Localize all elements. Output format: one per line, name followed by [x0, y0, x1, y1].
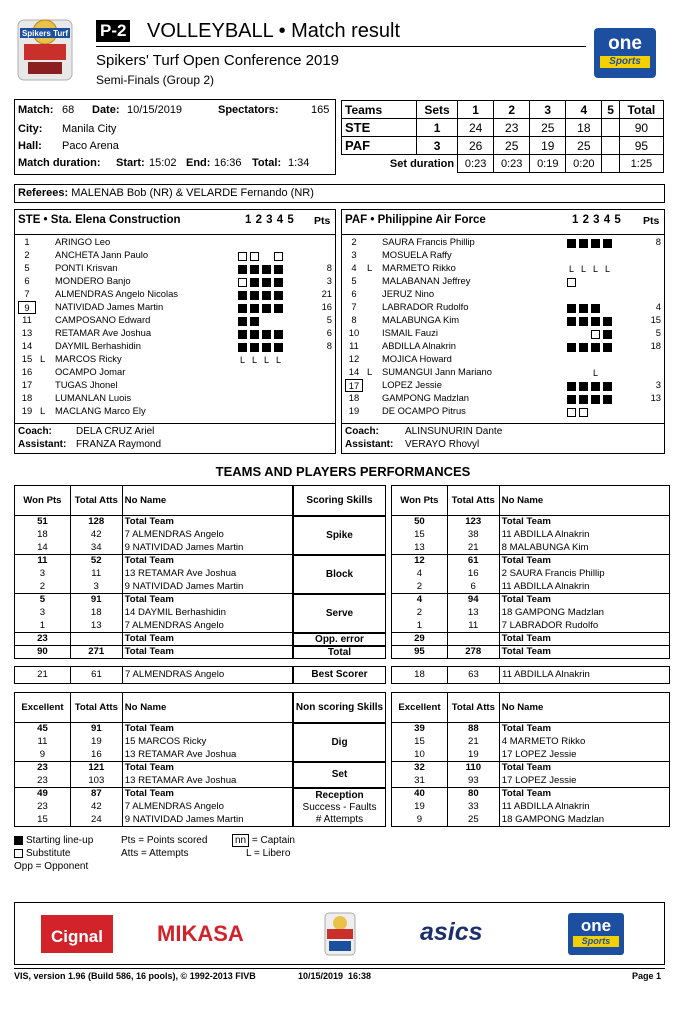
set-duration-row: Set duration 0:23 0:23 0:19 0:20 1:25 [342, 155, 664, 173]
player-number: 14 [348, 366, 360, 377]
competition-logo [14, 14, 76, 86]
player-sets [567, 302, 603, 313]
score-row-ste: STE 1 24 23 25 18 90 [342, 119, 664, 137]
roster-row [345, 405, 661, 418]
broadcaster-logo: one Sports [594, 28, 656, 78]
player-number: 3 [351, 249, 357, 260]
skill-opp-error: Opp. error [293, 633, 386, 646]
captain-number: 17 [345, 379, 363, 392]
footer-version: VIS, version 1.96 (Build 586, 16 pools), © 1992-2013 FIVB [14, 971, 256, 981]
starter-set-marker [238, 265, 247, 274]
roster-row [345, 379, 661, 392]
player-number: 15 [21, 353, 33, 364]
player-sets [238, 328, 286, 339]
roster-row [18, 249, 332, 262]
player-points: 3 [326, 275, 332, 286]
player-points: 15 [650, 314, 661, 325]
perf-row: 95 278 Total Team [392, 646, 670, 659]
player-number: 18 [348, 392, 360, 403]
player-points: 8 [326, 340, 332, 351]
starter-set-marker [274, 330, 283, 339]
starter-set-marker [579, 304, 588, 313]
starter-set-marker [591, 395, 600, 404]
perf-row: 50 123 Total Team [392, 516, 670, 529]
perf-row: 13 21 8 MALABUNGA Kim [392, 542, 670, 555]
perf-row: 2 3 9 NATIVIDAD James Martin [15, 581, 293, 594]
player-name: MOJICA Howard [382, 353, 452, 364]
starter-set-marker [591, 317, 600, 326]
starter-set-marker [567, 317, 576, 326]
roster-row [18, 392, 332, 405]
player-number: 14 [21, 340, 33, 351]
player-sets [567, 328, 615, 339]
player-name: NATIVIDAD James Martin [55, 301, 164, 312]
starter-set-marker [274, 304, 283, 313]
libero-set-marker: L [580, 264, 586, 275]
roster-row [345, 327, 661, 340]
player-name: GAMPONG Madzlan [382, 392, 470, 403]
perf-row: 12 61 Total Team [392, 555, 670, 568]
starter-set-marker [579, 382, 588, 391]
starter-set-marker [274, 343, 283, 352]
libero-marker: L [367, 262, 373, 273]
starter-set-marker [591, 382, 600, 391]
player-number: 2 [24, 249, 30, 260]
captain-icon: nn [232, 834, 249, 847]
roster-row [345, 366, 661, 379]
player-sets [238, 250, 286, 261]
player-number: 4 [351, 262, 357, 273]
substitute-set-marker [567, 278, 576, 287]
perf-row: 3 18 14 DAYMIL Berhashidin [15, 607, 293, 620]
starter-set-marker [579, 239, 588, 248]
player-number: 19 [348, 405, 360, 416]
player-name: LABRADOR Rudolfo [382, 301, 469, 312]
captain-number: 9 [18, 301, 36, 314]
empty-set-marker [579, 330, 588, 339]
starter-set-marker [238, 343, 247, 352]
player-name: LOPEZ Jessie [382, 379, 442, 390]
player-name: LUMANLAN Luois [55, 392, 132, 403]
player-points: 4 [655, 301, 661, 312]
substitute-set-marker [579, 408, 588, 417]
starter-set-marker [262, 330, 271, 339]
starter-set-marker [250, 304, 259, 313]
player-sets [238, 263, 286, 274]
player-name: MONDERO Banjo [55, 275, 131, 286]
best-scorer-paf: 18 63 11 ABDILLA Alnakrin [391, 666, 670, 684]
starter-set-marker [567, 304, 576, 313]
player-name: DAYMIL Berhashidin [55, 340, 141, 351]
player-points: 8 [326, 262, 332, 273]
libero-set-marker: L [275, 355, 281, 366]
starter-set-marker [567, 395, 576, 404]
player-number: 6 [351, 288, 357, 299]
player-name: TUGAS Jhonel [55, 379, 118, 390]
performances-title: TEAMS AND PLAYERS PERFORMANCES [215, 464, 471, 479]
perf-row: 23 103 13 RETAMAR Ave Joshua [15, 775, 293, 788]
team-a-title: STE • Sta. Elena Construction [18, 214, 181, 226]
player-sets [238, 315, 262, 326]
footer-page: Page 1 [632, 971, 662, 981]
roster-row [345, 353, 661, 366]
starting-lineup-icon [14, 836, 23, 845]
perf-row: 11 19 15 MARCOS Ricky [15, 736, 293, 749]
player-number: 16 [21, 366, 33, 377]
starter-set-marker [274, 265, 283, 274]
mikasa-logo: MIKASA [157, 921, 244, 946]
player-points: 21 [321, 288, 332, 299]
roster-row [345, 314, 661, 327]
libero-set-marker: L [251, 355, 257, 366]
cignal-logo: Cignal [41, 915, 113, 953]
player-points: 13 [650, 392, 661, 403]
perf-row: 49 87 Total Team [15, 788, 293, 801]
team-b-roster: PAF • Philippine Air Force 1 2 3 4 5 Pts 2 SAURA Francis Phillip 8 3 MOSUELA Raffy 4 L MARMETO Rikko L L L L 5 MALABANAN Jeffrey 6 JERUZ Nino 7 LABRADOR Rudolfo 4 8 MALABUNGA Kim 15 10 ISMAIL Fauzi 5 11 ABDILLA Alnakrin 18 12 MOJICA Howard 14 L SUMANGUI Jann Mariano L 17 LOPEZ Jessie 3 18 GAMPONG Madzlan 13 19 DE OCAMPO Pitrus Coach: ALINSUNURIN Dante Assistant: VERAYO Rhovyl [341, 209, 665, 454]
perf-row: 3 11 13 RETAMAR Ave Joshua [15, 568, 293, 581]
scoring-table-paf: Won Pts Total Atts No Name 50 123 Total Team 15 38 11 ABDILLA Alnakrin 13 21 8 MALABUNGA Kim 12 61 Total Team 4 16 2 SAURA Francis Phillip 2 6 11 ABDILLA Alnakrin 4 94 Total Team 2 13 18 GAMPONG Madzlan 1 11 7 LABRADOR Rudolfo 29 Total Team 95 278 Total Team [391, 485, 670, 659]
skill-total: Total [293, 646, 386, 659]
player-points: 3 [655, 379, 661, 390]
sponsors-bar [14, 902, 665, 965]
roster-row [345, 392, 661, 405]
libero-marker: L [40, 405, 46, 416]
player-name: CAMPOSANO Edward [55, 314, 151, 325]
player-sets [238, 289, 286, 300]
perf-row: 15 21 4 MARMETO Rikko [392, 736, 670, 749]
player-number: 7 [351, 301, 357, 312]
player-sets [567, 263, 615, 275]
starter-set-marker [262, 265, 271, 274]
player-number: 2 [351, 236, 357, 247]
player-number: 17 [21, 379, 33, 390]
starter-set-marker [250, 291, 259, 300]
starter-set-marker [250, 317, 259, 326]
perf-row: 14 34 9 NATIVIDAD James Martin [15, 542, 293, 555]
starter-set-marker [274, 291, 283, 300]
roster-row [18, 262, 332, 275]
starter-set-marker [238, 304, 247, 313]
substitute-set-marker [591, 330, 600, 339]
perf-row: 9 25 18 GAMPONG Madzlan [392, 814, 670, 827]
player-points: 8 [655, 236, 661, 247]
perf-row: 31 93 17 LOPEZ Jessie [392, 775, 670, 788]
roster-row [345, 288, 661, 301]
starter-set-marker [262, 278, 271, 287]
player-name: ISMAIL Fauzi [382, 327, 438, 338]
player-name: MARMETO Rikko [382, 262, 456, 273]
libero-set-marker: L [239, 355, 245, 366]
competition-name: Spikers' Turf Open Conference 2019 [96, 52, 340, 69]
substitute-set-marker [238, 252, 247, 261]
perf-row: 51 128 Total Team [15, 516, 293, 529]
spikers-logo [323, 911, 357, 957]
player-sets [567, 276, 579, 287]
starter-set-marker [603, 239, 612, 248]
perf-row: 90 271 Total Team [15, 646, 293, 659]
roster-row [345, 275, 661, 288]
perf-row: 1 13 7 ALMENDRAS Angelo [15, 620, 293, 633]
player-points: 5 [655, 327, 661, 338]
perf-row: 11 52 Total Team [15, 555, 293, 568]
skill-block: Block [293, 555, 386, 594]
logo-wordmark: Spikers Turf [21, 29, 69, 38]
starter-set-marker [250, 343, 259, 352]
player-sets [567, 315, 615, 326]
libero-marker: L [367, 366, 373, 377]
player-sets [238, 302, 286, 313]
substitute-set-marker [274, 252, 283, 261]
player-number: 8 [351, 314, 357, 325]
starter-set-marker [262, 343, 271, 352]
starter-set-marker [603, 382, 612, 391]
player-name: ANCHETA Jann Paulo [55, 249, 149, 260]
player-name: ABDILLA Alnakrin [382, 340, 457, 351]
roster-row [18, 379, 332, 392]
player-name: ARINGO Leo [55, 236, 111, 247]
roster-row [345, 236, 661, 249]
starter-set-marker [591, 343, 600, 352]
player-sets [567, 393, 615, 404]
starter-set-marker [250, 265, 259, 274]
starter-set-marker [567, 239, 576, 248]
perf-row: 5 91 Total Team [15, 594, 293, 607]
perf-row: 19 33 11 ABDILLA Alnakrin [392, 801, 670, 814]
starter-set-marker [603, 395, 612, 404]
player-sets [567, 406, 591, 417]
player-sets [238, 341, 286, 352]
player-name: DE OCAMPO Pitrus [382, 405, 466, 416]
perf-row: 23 121 Total Team [15, 762, 293, 775]
roster-row [18, 301, 332, 314]
doc-title: VOLLEYBALL • Match result [147, 20, 401, 42]
player-name: PONTI Krisvan [55, 262, 118, 273]
player-name: MOSUELA Raffy [382, 249, 452, 260]
starter-set-marker [250, 330, 259, 339]
perf-row: 29 Total Team [392, 633, 670, 646]
scoring-table-ste: Won Pts Total Atts No Name 51 128 Total Team 18 42 7 ALMENDRAS Angelo 14 34 9 NATIVIDAD James Martin 11 52 Total Team 3 11 13 RETAMAR Ave Joshua 2 3 9 NATIVIDAD James Martin 5 91 Total Team 3 18 14 DAYMIL Berhashidin 1 13 7 ALMENDRAS Angelo 23 Total Team 90 271 Total Team [14, 485, 293, 659]
player-number: 11 [22, 314, 32, 325]
perf-row: 2 6 11 ABDILLA Alnakrin [392, 581, 670, 594]
substitute-icon [14, 849, 23, 858]
roster-row [18, 353, 332, 366]
player-name: SUMANGUI Jann Mariano [382, 366, 492, 377]
player-number: 11 [349, 340, 359, 351]
score-table: Teams Sets 1 2 3 4 5 Total STE 1 24 23 25 18 90 PAF 3 26 25 19 25 95 Set duration 0:23 0:23 0:19 0:20 1:25 [341, 100, 664, 173]
player-points: 5 [326, 314, 332, 325]
skill-best-scorer: Best Scorer [293, 666, 386, 684]
player-sets [567, 341, 615, 352]
libero-set-marker: L [263, 355, 269, 366]
player-number: 6 [24, 275, 30, 286]
team-b-title: PAF • Philippine Air Force [345, 214, 486, 226]
starter-set-marker [603, 330, 612, 339]
player-number: 5 [351, 275, 357, 286]
starter-set-marker [579, 395, 588, 404]
perf-row: 23 42 7 ALMENDRAS Angelo [15, 801, 293, 814]
perf-row: 1 11 7 LABRADOR Rudolfo [392, 620, 670, 633]
perf-row: 9 16 13 RETAMAR Ave Joshua [15, 749, 293, 762]
skill-set: Set [293, 762, 386, 788]
skill-reception: Reception Success - Faults # Attempts [293, 788, 386, 827]
roster-row [18, 314, 332, 327]
player-number: 1 [24, 236, 30, 247]
player-name: SAURA Francis Phillip [382, 236, 475, 247]
player-number: 5 [24, 262, 30, 273]
player-number: 12 [348, 353, 360, 364]
player-sets [238, 354, 286, 366]
perf-row: 18 42 7 ALMENDRAS Angelo [15, 529, 293, 542]
starter-set-marker [238, 330, 247, 339]
starter-set-marker [274, 278, 283, 287]
player-number: 10 [348, 327, 360, 338]
starter-set-marker [262, 291, 271, 300]
player-name: ALMENDRAS Angelo Nicolas [55, 288, 178, 299]
player-name: MARCOS Ricky [55, 353, 122, 364]
player-name: MALABANAN Jeffrey [382, 275, 471, 286]
libero-marker: L [40, 353, 46, 364]
player-sets [238, 276, 286, 287]
roster-row [18, 327, 332, 340]
starter-set-marker [238, 291, 247, 300]
roster-row [18, 366, 332, 379]
player-name: JERUZ Nino [382, 288, 435, 299]
starter-set-marker [591, 239, 600, 248]
empty-set-marker [567, 369, 576, 378]
player-name: OCAMPO Jomar [55, 366, 126, 377]
nonscoring-table-ste: Excellent Total Atts No Name 45 91 Total Team 11 19 15 MARCOS Ricky 9 16 13 RETAMAR Ave Joshua 23 121 Total Team 23 103 13 RETAMAR Ave Joshua 49 87 Total Team 23 42 7 ALMENDRAS Angelo 15 24 9 NATIVIDAD James Martin [14, 692, 293, 827]
perf-row: 23 Total Team [15, 633, 293, 646]
starter-set-marker [579, 343, 588, 352]
roster-row [345, 262, 661, 275]
starter-set-marker [567, 343, 576, 352]
player-number: 13 [21, 327, 33, 338]
roster-row [345, 249, 661, 262]
starter-set-marker [591, 304, 600, 313]
roster-row [345, 340, 661, 353]
perf-row: 15 24 9 NATIVIDAD James Martin [15, 814, 293, 827]
nonscoring-table-paf: Excellent Total Atts No Name 39 88 Total Team 15 21 4 MARMETO Rikko 10 19 17 LOPEZ Jessie 32 110 Total Team 31 93 17 LOPEZ Jessie 40 80 Total Team 19 33 11 ABDILLA Alnakrin 9 25 18 GAMPONG Madzlan [391, 692, 670, 827]
perf-row: 4 16 2 SAURA Francis Phillip [392, 568, 670, 581]
starter-set-marker [238, 317, 247, 326]
libero-set-marker: L [568, 264, 574, 275]
player-sets [567, 367, 603, 379]
perf-row: 45 91 Total Team [15, 723, 293, 736]
page-code: P-2 [96, 20, 130, 42]
nonscoring-skills-header: Non scoring Skills [293, 692, 386, 723]
player-sets [567, 380, 615, 391]
starter-set-marker [579, 317, 588, 326]
empty-set-marker [579, 369, 588, 378]
player-number: 19 [21, 405, 33, 416]
player-number: 18 [21, 392, 33, 403]
best-scorer-ste: 21 61 7 ALMENDRAS Angelo [14, 666, 293, 684]
libero-set-marker: L [592, 368, 598, 379]
starter-set-marker [603, 317, 612, 326]
starter-set-marker [250, 278, 259, 287]
referees-box: Referees: MALENAB Bob (NR) & VELARDE Fernando (NR) [14, 184, 665, 203]
perf-row: 39 88 Total Team [392, 723, 670, 736]
roster-row [18, 405, 332, 418]
libero-set-marker: L [604, 264, 610, 275]
perf-row: 32 110 Total Team [392, 762, 670, 775]
footer-stamp: 10/15/2019 16:38 [298, 971, 372, 981]
player-name: MACLANG Marco Ely [55, 405, 146, 416]
empty-set-marker [262, 252, 271, 261]
substitute-set-marker [238, 278, 247, 287]
starter-set-marker [567, 382, 576, 391]
perf-row: 15 38 11 ABDILLA Alnakrin [392, 529, 670, 542]
score-row-paf: PAF 3 26 25 19 25 95 [342, 137, 664, 155]
skill-spike: Spike [293, 516, 386, 555]
team-a-roster: STE • Sta. Elena Construction 1 2 3 4 5 Pts 1 ARINGO Leo 2 ANCHETA Jann Paulo 5 PONTI Krisvan 8 6 MONDERO Banjo 3 7 ALMENDRAS Angelo Nicolas 21 9 NATIVIDAD James Martin 16 11 CAMPOSANO Edward 5 13 RETAMAR Ave Joshua 6 14 DAYMIL Berhashidin 8 15 L MARCOS Ricky L L L L 16 OCAMPO Jomar 17 TUGAS Jhonel 18 LUMANLAN Luois 19 L MACLANG Marco Ely Coach: DELA CRUZ Ariel Assistant: FRANZA Raymond [14, 209, 336, 454]
one-sports-logo: one Sports [568, 913, 624, 955]
skill-dig: Dig [293, 723, 386, 762]
scoring-skills-header: Scoring Skills [293, 485, 386, 516]
asics-logo: asics [420, 918, 483, 946]
match-info-box: Match: 68 Date: 10/15/2019 Spectators: 165 City: Manila City Hall: Paco Arena Match duration: Start: 15:02 End: 16:36 Total: 1:34 [14, 99, 336, 175]
perf-row: 4 94 Total Team [392, 594, 670, 607]
player-sets [567, 237, 615, 248]
legend: Starting line-up Substitute Opp = Opponent Pts = Points scored Atts = Attempts nn = Captain L = Libero [14, 835, 295, 872]
roster-row [18, 340, 332, 353]
player-points: 18 [650, 340, 661, 351]
player-points: 6 [326, 327, 332, 338]
perf-row: 2 13 18 GAMPONG Madzlan [392, 607, 670, 620]
substitute-set-marker [567, 408, 576, 417]
roster-row [18, 236, 332, 249]
player-name: MALABUNGA Kim [382, 314, 460, 325]
player-points: 16 [321, 301, 332, 312]
player-number: 7 [24, 288, 30, 299]
substitute-set-marker [250, 252, 259, 261]
starter-set-marker [603, 343, 612, 352]
libero-set-marker: L [592, 264, 598, 275]
starter-set-marker [262, 304, 271, 313]
perf-row: 10 19 17 LOPEZ Jessie [392, 749, 670, 762]
player-name: RETAMAR Ave Joshua [55, 327, 152, 338]
roster-row [18, 288, 332, 301]
empty-set-marker [567, 330, 576, 339]
competition-phase: Semi-Finals (Group 2) [96, 73, 215, 87]
perf-row: 40 80 Total Team [392, 788, 670, 801]
roster-row [18, 275, 332, 288]
roster-row [345, 301, 661, 314]
skill-serve: Serve [293, 594, 386, 633]
